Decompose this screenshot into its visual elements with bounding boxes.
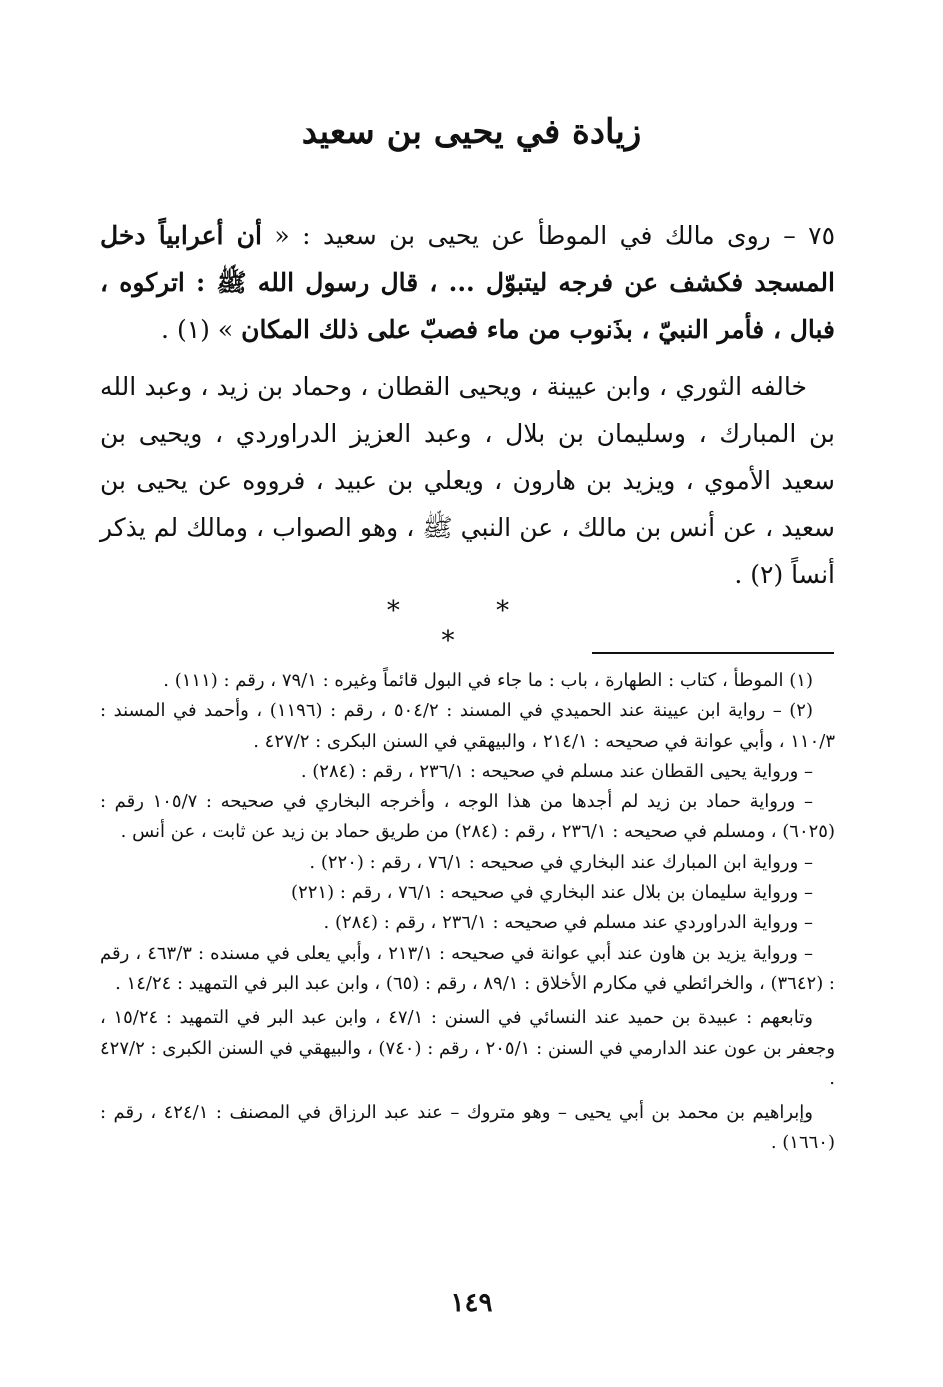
hadith-paragraph: [100, 212, 835, 353]
page-title: زيادة في يحيى بن سعيد: [301, 112, 642, 152]
footnote-2-item: – ورواية ابن المبارك عند البخاري في صحيحه : ٧٦/١ ، رقم : (٢٢٠) .: [309, 851, 813, 873]
section-separator: * * *: [386, 596, 554, 656]
footnote-2-followers: وإبراهيم بن محمد بن أبي يحيى – وهو متروك – عند عبد الرزاق في المصنف : ٤٢٤/١ ، رقم : (١٦٦٠) .: [100, 1102, 835, 1154]
footnote-2-item: – ورواية حماد بن زيد لم أجدها من هذا الوجه ، وأخرجه البخاري في صحيحه : ١٠٥/٧ رقم : (٦٠٢٥) ، ومسلم في صحيحه : ٢٣٦/١ ، رقم : (٢٨٤) من طريق حماد بن زيد عن ثابت ، عن أنس .: [100, 791, 835, 843]
hadith-text: أن أعرابياً دخل المسجد فكشف عن فرجه ليتبوّل ... ، قال رسول الله ﷺ : اتركوه ، فبال ، فأمر النبيّ ، بذَنوب من ماء فصبّ على ذلك المكان: [100, 221, 835, 344]
footnote-2-followers: وتابعهم : عبيدة بن حميد عند النسائي في السنن : ٤٧/١ ، وابن عبد البر في التمهيد : ١٥/٢٤ ، وجعفر بن عون عند الدارمي في السنن : ٢٠٥/١ ، رقم : (٧٤٠) ، والبيهقي في السنن الكبرى : ٤٢٧/٢ .: [100, 1007, 836, 1089]
footnote-2-item: – ورواية الدراوردي عند مسلم في صحيحه : ٢٣٦/١ ، رقم : (٢٨٤) .: [323, 912, 813, 934]
hadith-closing: » (١) .: [161, 315, 242, 344]
footnote-2-item: – ورواية سليمان بن بلال عند البخاري في صحيحه : ٧٦/١ ، رقم : (٢٢١): [291, 882, 813, 904]
footnote-2-item: – ورواية يحيى القطان عند مسلم في صحيحه : ٢٣٦/١ ، رقم : (٢٨٤) .: [300, 760, 813, 782]
page-number: ١٤٩: [450, 1288, 493, 1318]
hadith-intro: ٧٥ – روى مالك في الموطأ عن يحيى بن سعيد : «: [261, 221, 835, 250]
footnote-1: (١) الموطأ ، كتاب : الطهارة ، باب : ما جاء في البول قائماً وغيره : ٧٩/١ ، رقم : (١١١) .: [163, 670, 813, 691]
footnote-2-item: – ورواية يزيد بن هاون عند أبي عوانة في صحيحه : ٢١٣/١ ، وأبي يعلى في مسنده : ٤٦٣/٣ ، رقم : (٣٦٤٢) ، والخرائطي في مكارم الأخلاق : ٨٩/١ ، رقم : (٦٥) ، وابن عبد البر في التمهيد : ١٤/٢٤ .: [100, 942, 835, 994]
footnote-rule: [592, 652, 834, 654]
footnote-2: (٢) – رواية ابن عيينة عند الحميدي في المسند : ٥٠٤/٢ ، رقم : (١١٩٦) ، وأحمد في المسند : ١١٠/٣ ، وأبي عوانة في صحيحه : ٢١٤/١ ، والبيهقي في السنن البكرى : ٤٢٧/٢ .: [100, 700, 835, 752]
commentary-paragraph: خالفه الثوري ، وابن عيينة ، ويحيى القطان ، وحماد بن زيد ، وعبد الله بن المبارك ، وسليمان بن بلال ، وعبد العزيز الدراوردي ، ويحيى بن سعيد الأموي ، ويزيد بن هارون ، ويعلي بن عبيد ، فرووه عن يحيى بن سعيد ، عن أنس بن مالك ، عن النبي ﷺ ، وهو الصواب ، ومالك لم يذكر أنساً (٢) .: [100, 372, 835, 589]
main-text: [100, 212, 835, 598]
footnotes: [100, 666, 835, 1159]
